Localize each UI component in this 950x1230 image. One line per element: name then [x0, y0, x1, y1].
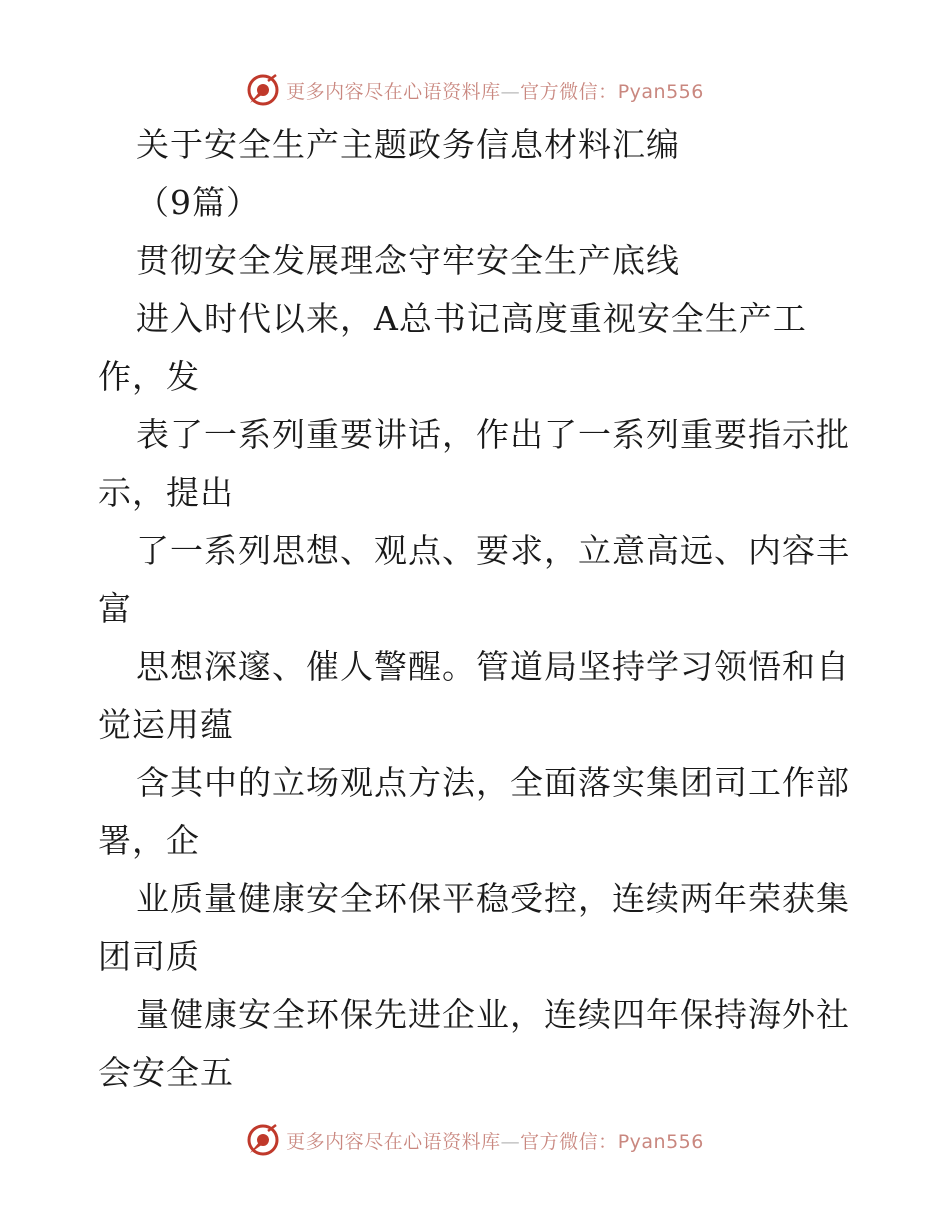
header-banner-tail: 官方微信： — [520, 80, 618, 103]
section-heading: 贯彻安全发展理念守牢安全生产底线 — [136, 241, 680, 280]
paragraph-line: 了一系列思想、观点、要求，立意高远、内容丰 — [136, 531, 850, 570]
paragraph-line: 会安全五 — [98, 1053, 234, 1092]
paragraph-line: 示，提出 — [98, 473, 234, 512]
footer-banner-tail: 官方微信： — [520, 1130, 618, 1153]
header-wechat-id: Pyan556 — [617, 80, 704, 103]
pen-logo-icon — [246, 1123, 280, 1157]
header-banner — [0, 70, 950, 110]
header-banner-text — [286, 77, 704, 104]
paragraph-line: 业质量健康安全环保平稳受控，连续两年荣获集 — [136, 879, 850, 918]
paragraph-line: 思想深邃、催人警醒。管道局坚持学习领悟和自 — [136, 647, 850, 686]
document-title: 关于安全生产主题政务信息材料汇编 — [136, 125, 680, 164]
paragraph-line: 含其中的立场观点方法，全面落实集团司工作部 — [136, 763, 850, 802]
footer-wechat-id: Pyan556 — [617, 1130, 704, 1153]
footer-banner-separator: — — [500, 1130, 521, 1153]
paragraph-line: 署，企 — [98, 821, 200, 860]
paragraph-line: 觉运用蕴 — [98, 705, 234, 744]
header-banner-lead: 更多内容尽在心语资料库 — [286, 80, 501, 103]
header-banner-inner — [246, 73, 704, 107]
pen-logo-icon — [246, 73, 280, 107]
paragraph-line: 进入时代以来，A总书记高度重视安全生产工 — [136, 299, 807, 338]
paragraph-line: 富 — [98, 589, 132, 628]
footer-banner — [0, 1120, 950, 1160]
paragraph-line: 团司质 — [98, 937, 200, 976]
document-body — [98, 116, 888, 1102]
footer-banner-inner — [246, 1123, 704, 1157]
header-banner-separator: — — [500, 80, 521, 103]
footer-banner-lead: 更多内容尽在心语资料库 — [286, 1130, 501, 1153]
paragraph-line: 表了一系列重要讲话，作出了一系列重要指示批 — [136, 415, 850, 454]
paragraph-line: 量健康安全环保先进企业，连续四年保持海外社 — [136, 995, 850, 1034]
footer-banner-text — [286, 1127, 704, 1154]
paragraph-line: 作，发 — [98, 357, 200, 396]
document-count: （9篇） — [136, 183, 260, 222]
